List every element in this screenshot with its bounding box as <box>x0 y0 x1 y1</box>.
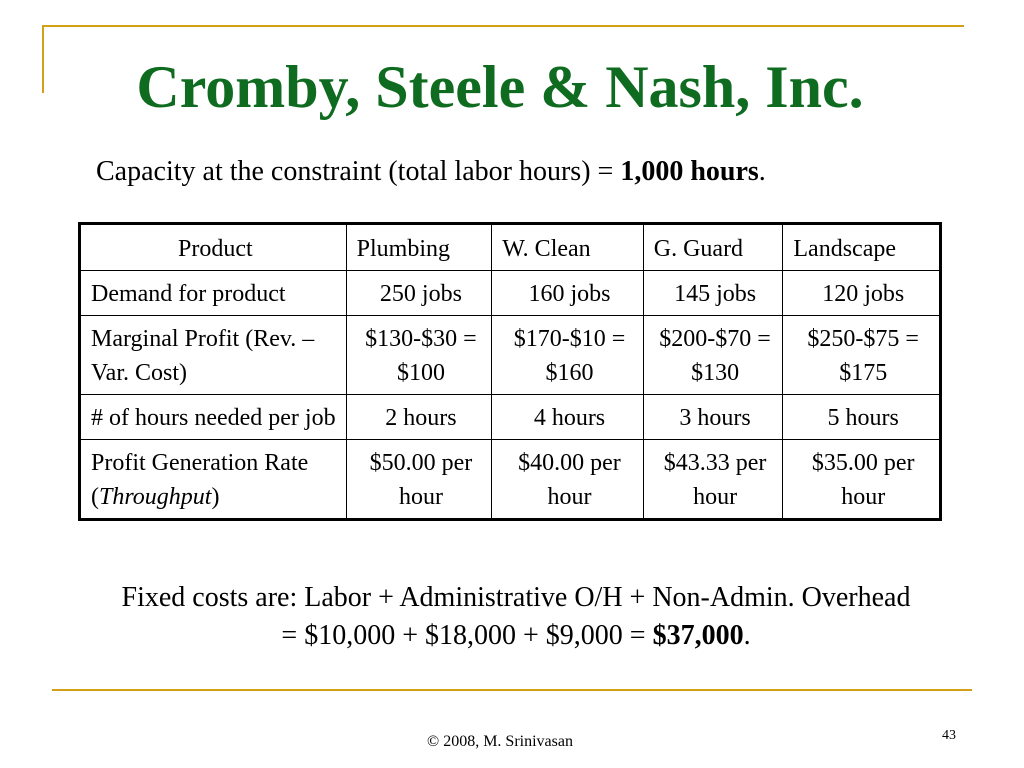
fixed-costs-line-1: Fixed costs are: Labor + Administrative O/H + Non-Admin. Overhead <box>121 582 911 613</box>
table-row-marginal-profit <box>80 316 941 395</box>
header-cell-g-guard: G. Guard <box>643 224 783 271</box>
footer-copyright <box>0 733 1000 751</box>
fixed-costs-suffix: . <box>743 620 751 651</box>
cell-rate-landscape: $35.00 per hour <box>783 440 941 520</box>
fixed-costs-total: $37,000 <box>652 620 744 651</box>
row-label-hours: # of hours needed per job <box>80 395 347 440</box>
copyright-icon: © <box>427 733 440 750</box>
cell-hours-g-guard: 3 hours <box>643 395 783 440</box>
cell-demand-landscape: 120 jobs <box>783 271 941 316</box>
header-cell-product: Product <box>80 224 347 271</box>
cell-rate-g-guard: $43.33 per hour <box>643 440 783 520</box>
cell-profit-g-guard: $200-$70 = $130 <box>643 316 783 395</box>
cell-profit-w-clean: $170-$10 = $160 <box>492 316 644 395</box>
throughput-label-prefix: Profit Generation Rate ( <box>91 450 309 510</box>
cell-profit-plumbing: $130-$30 = $100 <box>346 316 492 395</box>
cell-hours-landscape: 5 hours <box>783 395 941 440</box>
header-cell-landscape: Landscape <box>783 224 941 271</box>
table-header-row <box>80 224 941 271</box>
header-cell-plumbing: Plumbing <box>346 224 492 271</box>
cell-hours-plumbing: 2 hours <box>346 395 492 440</box>
page-number: 43 <box>942 728 956 743</box>
cell-hours-w-clean: 4 hours <box>492 395 644 440</box>
fixed-costs-line-2 <box>0 617 1024 655</box>
cell-demand-plumbing: 250 jobs <box>346 271 492 316</box>
row-label-throughput <box>80 440 347 520</box>
capacity-value: 1,000 hours <box>620 156 759 187</box>
footer-text: 2008, M. Srinivasan <box>439 733 573 750</box>
cell-profit-landscape: $250-$75 = $175 <box>783 316 941 395</box>
capacity-suffix: . <box>758 156 766 187</box>
profit-table <box>78 222 942 521</box>
fixed-costs-statement <box>0 579 1024 655</box>
table-row-hours <box>80 395 941 440</box>
throughput-label-emphasis: Throughput <box>99 484 212 510</box>
cell-rate-w-clean: $40.00 per hour <box>492 440 644 520</box>
row-label-demand: Demand for product <box>80 271 347 316</box>
cell-demand-g-guard: 145 jobs <box>643 271 783 316</box>
row-label-marginal-profit: Marginal Profit (Rev. – Var. Cost) <box>80 316 347 395</box>
fixed-costs-equation: = $10,000 + $18,000 + $9,000 = <box>281 620 653 651</box>
throughput-label-suffix: ) <box>211 484 220 510</box>
table-row-throughput <box>80 440 941 520</box>
frame-top-rule <box>42 25 964 27</box>
cell-rate-plumbing: $50.00 per hour <box>346 440 492 520</box>
capacity-statement <box>96 155 766 189</box>
header-cell-w-clean: W. Clean <box>492 224 644 271</box>
frame-bottom-rule <box>52 689 972 691</box>
cell-demand-w-clean: 160 jobs <box>492 271 644 316</box>
table-row-demand <box>80 271 941 316</box>
capacity-text: Capacity at the constraint (total labor hours) = <box>96 156 621 187</box>
slide-title: Cromby, Steele & Nash, Inc. <box>136 54 864 120</box>
